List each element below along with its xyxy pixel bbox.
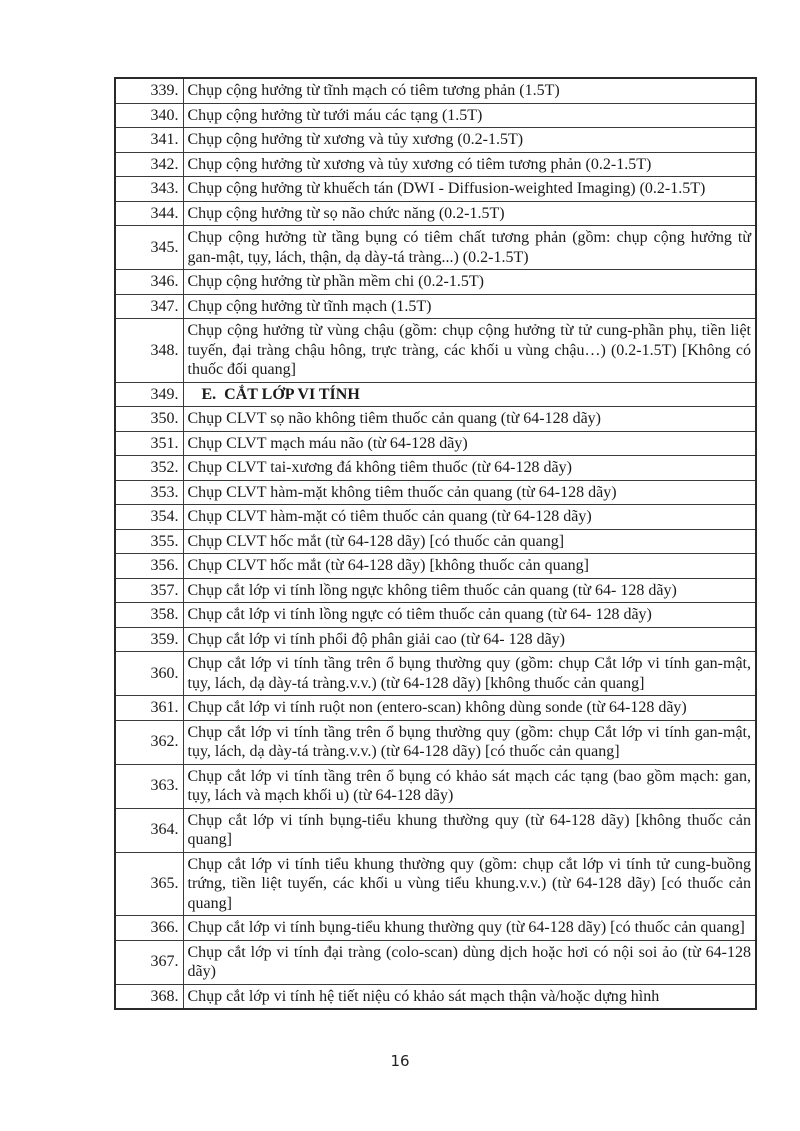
- row-number: 360.: [115, 652, 183, 696]
- row-number: 356.: [115, 554, 183, 579]
- row-number: 350.: [115, 407, 183, 432]
- table-row: [115, 808, 756, 852]
- table-row: [115, 554, 756, 579]
- row-number: 340.: [115, 103, 183, 128]
- procedures-table-body: [115, 78, 756, 1009]
- row-number: 349.: [115, 382, 183, 407]
- table-row: [115, 480, 756, 505]
- row-number: 344.: [115, 201, 183, 226]
- row-number: 341.: [115, 128, 183, 153]
- table-row: [115, 407, 756, 432]
- procedure-name: Chụp cộng hưởng từ xương và tủy xương có tiêm tương phản (0.2-1.5T): [183, 152, 756, 177]
- row-number: 368.: [115, 984, 183, 1009]
- procedure-name: Chụp cắt lớp vi tính bụng-tiểu khung thường quy (từ 64-128 dãy) [không thuốc cản quang]: [183, 808, 756, 852]
- row-number: 339.: [115, 78, 183, 103]
- row-number: 366.: [115, 916, 183, 941]
- table-row: [115, 294, 756, 319]
- procedure-name: Chụp cắt lớp vi tính đại tràng (colo-scan) dùng dịch hoặc hơi có nội soi ảo (từ 64-128 dãy): [183, 940, 756, 984]
- table-row: [115, 627, 756, 652]
- row-number: 347.: [115, 294, 183, 319]
- row-number: 358.: [115, 603, 183, 628]
- procedure-name: Chụp cộng hưởng từ phần mềm chi (0.2-1.5T): [183, 270, 756, 295]
- procedure-name: Chụp cắt lớp vi tính lồng ngực không tiêm thuốc cản quang (từ 64- 128 dãy): [183, 578, 756, 603]
- table-row: [115, 578, 756, 603]
- row-number: 346.: [115, 270, 183, 295]
- table-row: [115, 529, 756, 554]
- row-number: 353.: [115, 480, 183, 505]
- row-number: 345.: [115, 226, 183, 270]
- procedure-name: Chụp cộng hưởng từ sọ não chức năng (0.2-1.5T): [183, 201, 756, 226]
- row-number: 359.: [115, 627, 183, 652]
- procedure-name: Chụp cắt lớp vi tính lồng ngực có tiêm thuốc cản quang (từ 64- 128 dãy): [183, 603, 756, 628]
- table-row: [115, 128, 756, 153]
- procedure-name: Chụp cộng hưởng từ tưới máu các tạng (1.5T): [183, 103, 756, 128]
- procedure-name: Chụp cắt lớp vi tính tầng trên ổ bụng thường quy (gồm: chụp Cắt lớp vi tính gan-mật, tụy, lách, dạ dày-tá tràng.v.v.) (từ 64-128 dãy) [có thuốc cản quang]: [183, 720, 756, 764]
- procedure-name: Chụp cộng hưởng từ tầng bụng có tiêm chất tương phản (gồm: chụp cộng hưởng từ gan-mật, tụy, lách, thận, dạ dày-tá tràng...) (0.2-1.5T): [183, 226, 756, 270]
- row-number: 367.: [115, 940, 183, 984]
- procedure-name: Chụp cắt lớp vi tính tiểu khung thường quy (gồm: chụp cắt lớp vi tính tử cung-buồng trứng, tiền liệt tuyến, các khối u vùng tiểu khung.v.v.) (từ 64-128 dãy) [có thuốc cản quang]: [183, 852, 756, 916]
- table-row: [115, 852, 756, 916]
- table-row: [115, 177, 756, 202]
- procedure-name: Chụp CLVT hàm-mặt có tiêm thuốc cản quang (từ 64-128 dãy): [183, 505, 756, 530]
- table-row: [115, 984, 756, 1009]
- procedure-name: Chụp CLVT sọ não không tiêm thuốc cản quang (từ 64-128 dãy): [183, 407, 756, 432]
- row-number: 354.: [115, 505, 183, 530]
- table-row: [115, 152, 756, 177]
- table-row: [115, 456, 756, 481]
- table-row: [115, 226, 756, 270]
- table-row: [115, 431, 756, 456]
- procedure-name: Chụp cộng hưởng từ khuếch tán (DWI - Diffusion-weighted Imaging) (0.2-1.5T): [183, 177, 756, 202]
- table-row: [115, 696, 756, 721]
- table-row: [115, 270, 756, 295]
- section-title: E. CẮT LỚP VI TÍNH: [183, 382, 756, 407]
- table-row: [115, 603, 756, 628]
- table-row: [115, 764, 756, 808]
- row-number: 361.: [115, 696, 183, 721]
- procedure-name: Chụp CLVT hốc mắt (từ 64-128 dãy) [không thuốc cản quang]: [183, 554, 756, 579]
- table-row: [115, 201, 756, 226]
- table-row: [115, 940, 756, 984]
- row-number: 348.: [115, 319, 183, 383]
- table-row: [115, 103, 756, 128]
- procedure-name: Chụp cắt lớp vi tính phổi độ phân giải cao (từ 64- 128 dãy): [183, 627, 756, 652]
- table-row: [115, 319, 756, 383]
- procedure-name: Chụp cắt lớp vi tính ruột non (entero-scan) không dùng sonde (từ 64-128 dãy): [183, 696, 756, 721]
- procedure-name: Chụp cắt lớp vi tính tầng trên ổ bụng có khảo sát mạch các tạng (bao gồm mạch: gan, tụy, lách và mạch khối u) (từ 64-128 dãy): [183, 764, 756, 808]
- procedure-name: Chụp cắt lớp vi tính hệ tiết niệu có khảo sát mạch thận và/hoặc dựng hình: [183, 984, 756, 1009]
- table-row: [115, 78, 756, 103]
- row-number: 365.: [115, 852, 183, 916]
- page-number: 16: [390, 1052, 410, 1070]
- section-row: [115, 382, 756, 407]
- row-number: 355.: [115, 529, 183, 554]
- procedures-table: [114, 77, 757, 1010]
- row-number: 343.: [115, 177, 183, 202]
- procedure-name: Chụp cắt lớp vi tính tầng trên ổ bụng thường quy (gồm: chụp Cắt lớp vi tính gan-mật, tụy, lách, dạ dày-tá tràng.v.v.) (từ 64-128 dãy) [không thuốc cản quang]: [183, 652, 756, 696]
- row-number: 357.: [115, 578, 183, 603]
- table-row: [115, 652, 756, 696]
- procedure-name: Chụp cộng hưởng từ tĩnh mạch có tiêm tương phản (1.5T): [183, 78, 756, 103]
- procedure-name: Chụp cộng hưởng từ tĩnh mạch (1.5T): [183, 294, 756, 319]
- row-number: 362.: [115, 720, 183, 764]
- row-number: 351.: [115, 431, 183, 456]
- row-number: 364.: [115, 808, 183, 852]
- procedure-name: Chụp cắt lớp vi tính bụng-tiểu khung thường quy (từ 64-128 dãy) [có thuốc cản quang]: [183, 916, 756, 941]
- procedure-name: Chụp CLVT hàm-mặt không tiêm thuốc cản quang (từ 64-128 dãy): [183, 480, 756, 505]
- row-number: 363.: [115, 764, 183, 808]
- table-row: [115, 720, 756, 764]
- row-number: 342.: [115, 152, 183, 177]
- procedure-name: Chụp CLVT hốc mắt (từ 64-128 dãy) [có thuốc cản quang]: [183, 529, 756, 554]
- procedure-name: Chụp cộng hưởng từ xương và tủy xương (0.2-1.5T): [183, 128, 756, 153]
- table-row: [115, 505, 756, 530]
- procedure-name: Chụp CLVT mạch máu não (từ 64-128 dãy): [183, 431, 756, 456]
- procedure-name: Chụp cộng hưởng từ vùng chậu (gồm: chụp cộng hưởng từ tử cung-phần phụ, tiền liệt tuyến, đại tràng chậu hông, trực tràng, các khối u vùng chậu…) (0.2-1.5T) [Không có thuốc đối quang]: [183, 319, 756, 383]
- table-row: [115, 916, 756, 941]
- row-number: 352.: [115, 456, 183, 481]
- procedure-name: Chụp CLVT tai-xương đá không tiêm thuốc (từ 64-128 dãy): [183, 456, 756, 481]
